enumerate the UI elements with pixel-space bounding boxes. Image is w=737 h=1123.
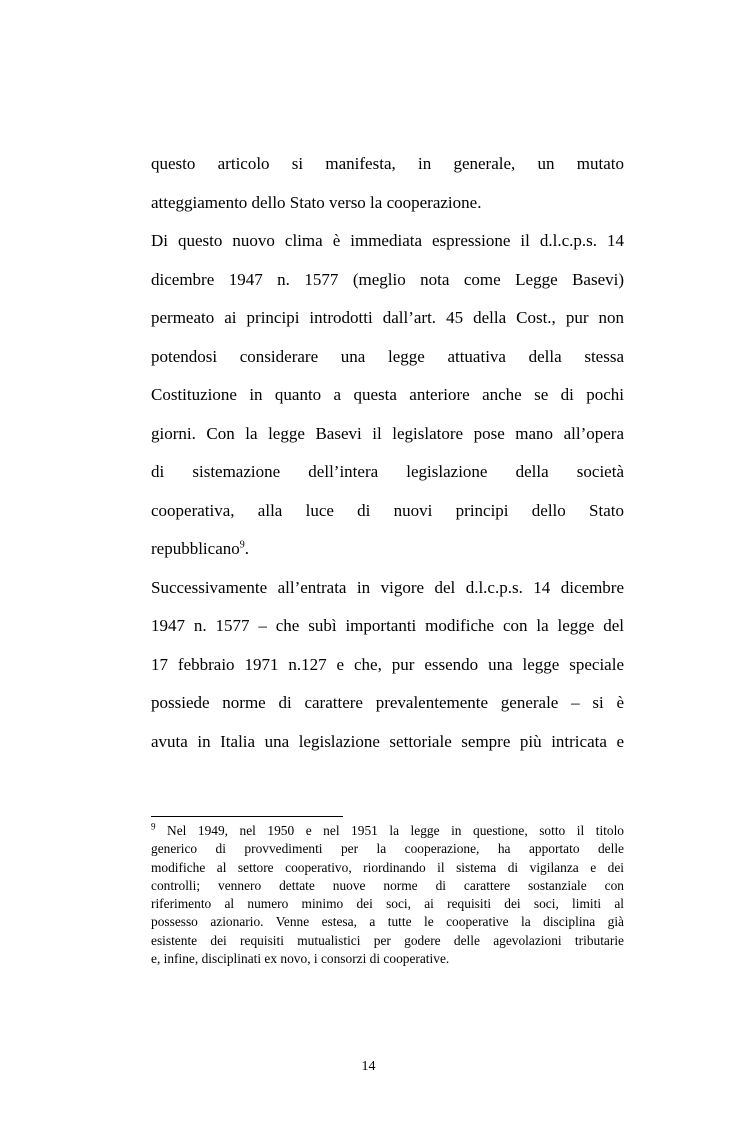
text-line: Costituzione in quanto a questa anteriore anche se di pochi [151, 385, 624, 404]
text-line: Successivamente all’entrata in vigore del d.l.c.p.s. 14 dicembre [151, 577, 624, 597]
text-line: potendosi considerare una legge attuativa della stessa [151, 346, 624, 366]
footnote-line: esistente dei requisiti mutualistici per godere delle agevolazioni tributarie [151, 932, 624, 948]
text-line [151, 530, 624, 569]
text-line: avuta in Italia una legislazione settoriale sempre più intricata e [151, 731, 624, 751]
paragraph-3 [151, 569, 624, 762]
text-line: di sistemazione dell’intera legislazione della società [151, 462, 624, 481]
text-line: permeato ai principi introdotti dall’art. 45 della Cost., pur non [151, 308, 624, 327]
text-fragment: Nel 1949, nel 1950 e nel 1951 la legge in questione, sotto il titolo [155, 823, 624, 838]
text-line: questo articolo si manifesta, in generale, un mutato [151, 154, 624, 173]
paragraph-1 [151, 145, 624, 222]
text-line: possiede norme di carattere prevalentemente generale – si è [151, 693, 624, 712]
footnote-separator [151, 816, 343, 817]
text-line: dicembre 1947 n. 1577 (meglio nota come Legge Basevi) [151, 269, 624, 289]
text-line: giorni. Con la legge Basevi il legislatore pose mano all’opera [151, 423, 624, 443]
footnote-number: 9 [151, 821, 156, 832]
text-line: atteggiamento dello Stato verso la cooperazione. [151, 192, 482, 212]
text-fragment: repubblicano [151, 539, 240, 558]
body-text [151, 145, 624, 761]
text-line: cooperativa, alla luce di nuovi principi dello Stato [151, 500, 624, 520]
footnote-line: modifiche al settore cooperativo, riordinando il sistema di vigilanza e dei [151, 859, 624, 875]
page-number: 14 [361, 1059, 376, 1074]
footnote-line: e, infine, disciplinati ex novo, i consorzi di cooperative. [151, 951, 450, 967]
text-line: 17 febbraio 1971 n.127 e che, pur essendo una legge speciale [151, 654, 624, 674]
paragraph-2 [151, 222, 624, 569]
footnote-line: riferimento al numero minimo dei soci, ai requisiti dei soci, limiti al [151, 896, 624, 912]
footnote-line: generico di provvedimenti per la cooperazione, ha apportato delle [151, 841, 624, 857]
text-line: 1947 n. 1577 – che subì importanti modifiche con la legge del [151, 616, 624, 635]
text-line: Di questo nuovo clima è immediata espressione il d.l.c.p.s. 14 [151, 231, 624, 250]
footnote-line: controlli; vennero dettate nuove norme di carattere sostanziale con [151, 877, 624, 893]
footnote-line: possesso azionario. Venne estesa, a tutte le cooperative la disciplina già [151, 914, 624, 930]
footnote-line [151, 822, 624, 840]
text-fragment: . [244, 539, 249, 558]
footnote-reference[interactable]: 9 [239, 539, 245, 551]
footnote [151, 822, 624, 968]
